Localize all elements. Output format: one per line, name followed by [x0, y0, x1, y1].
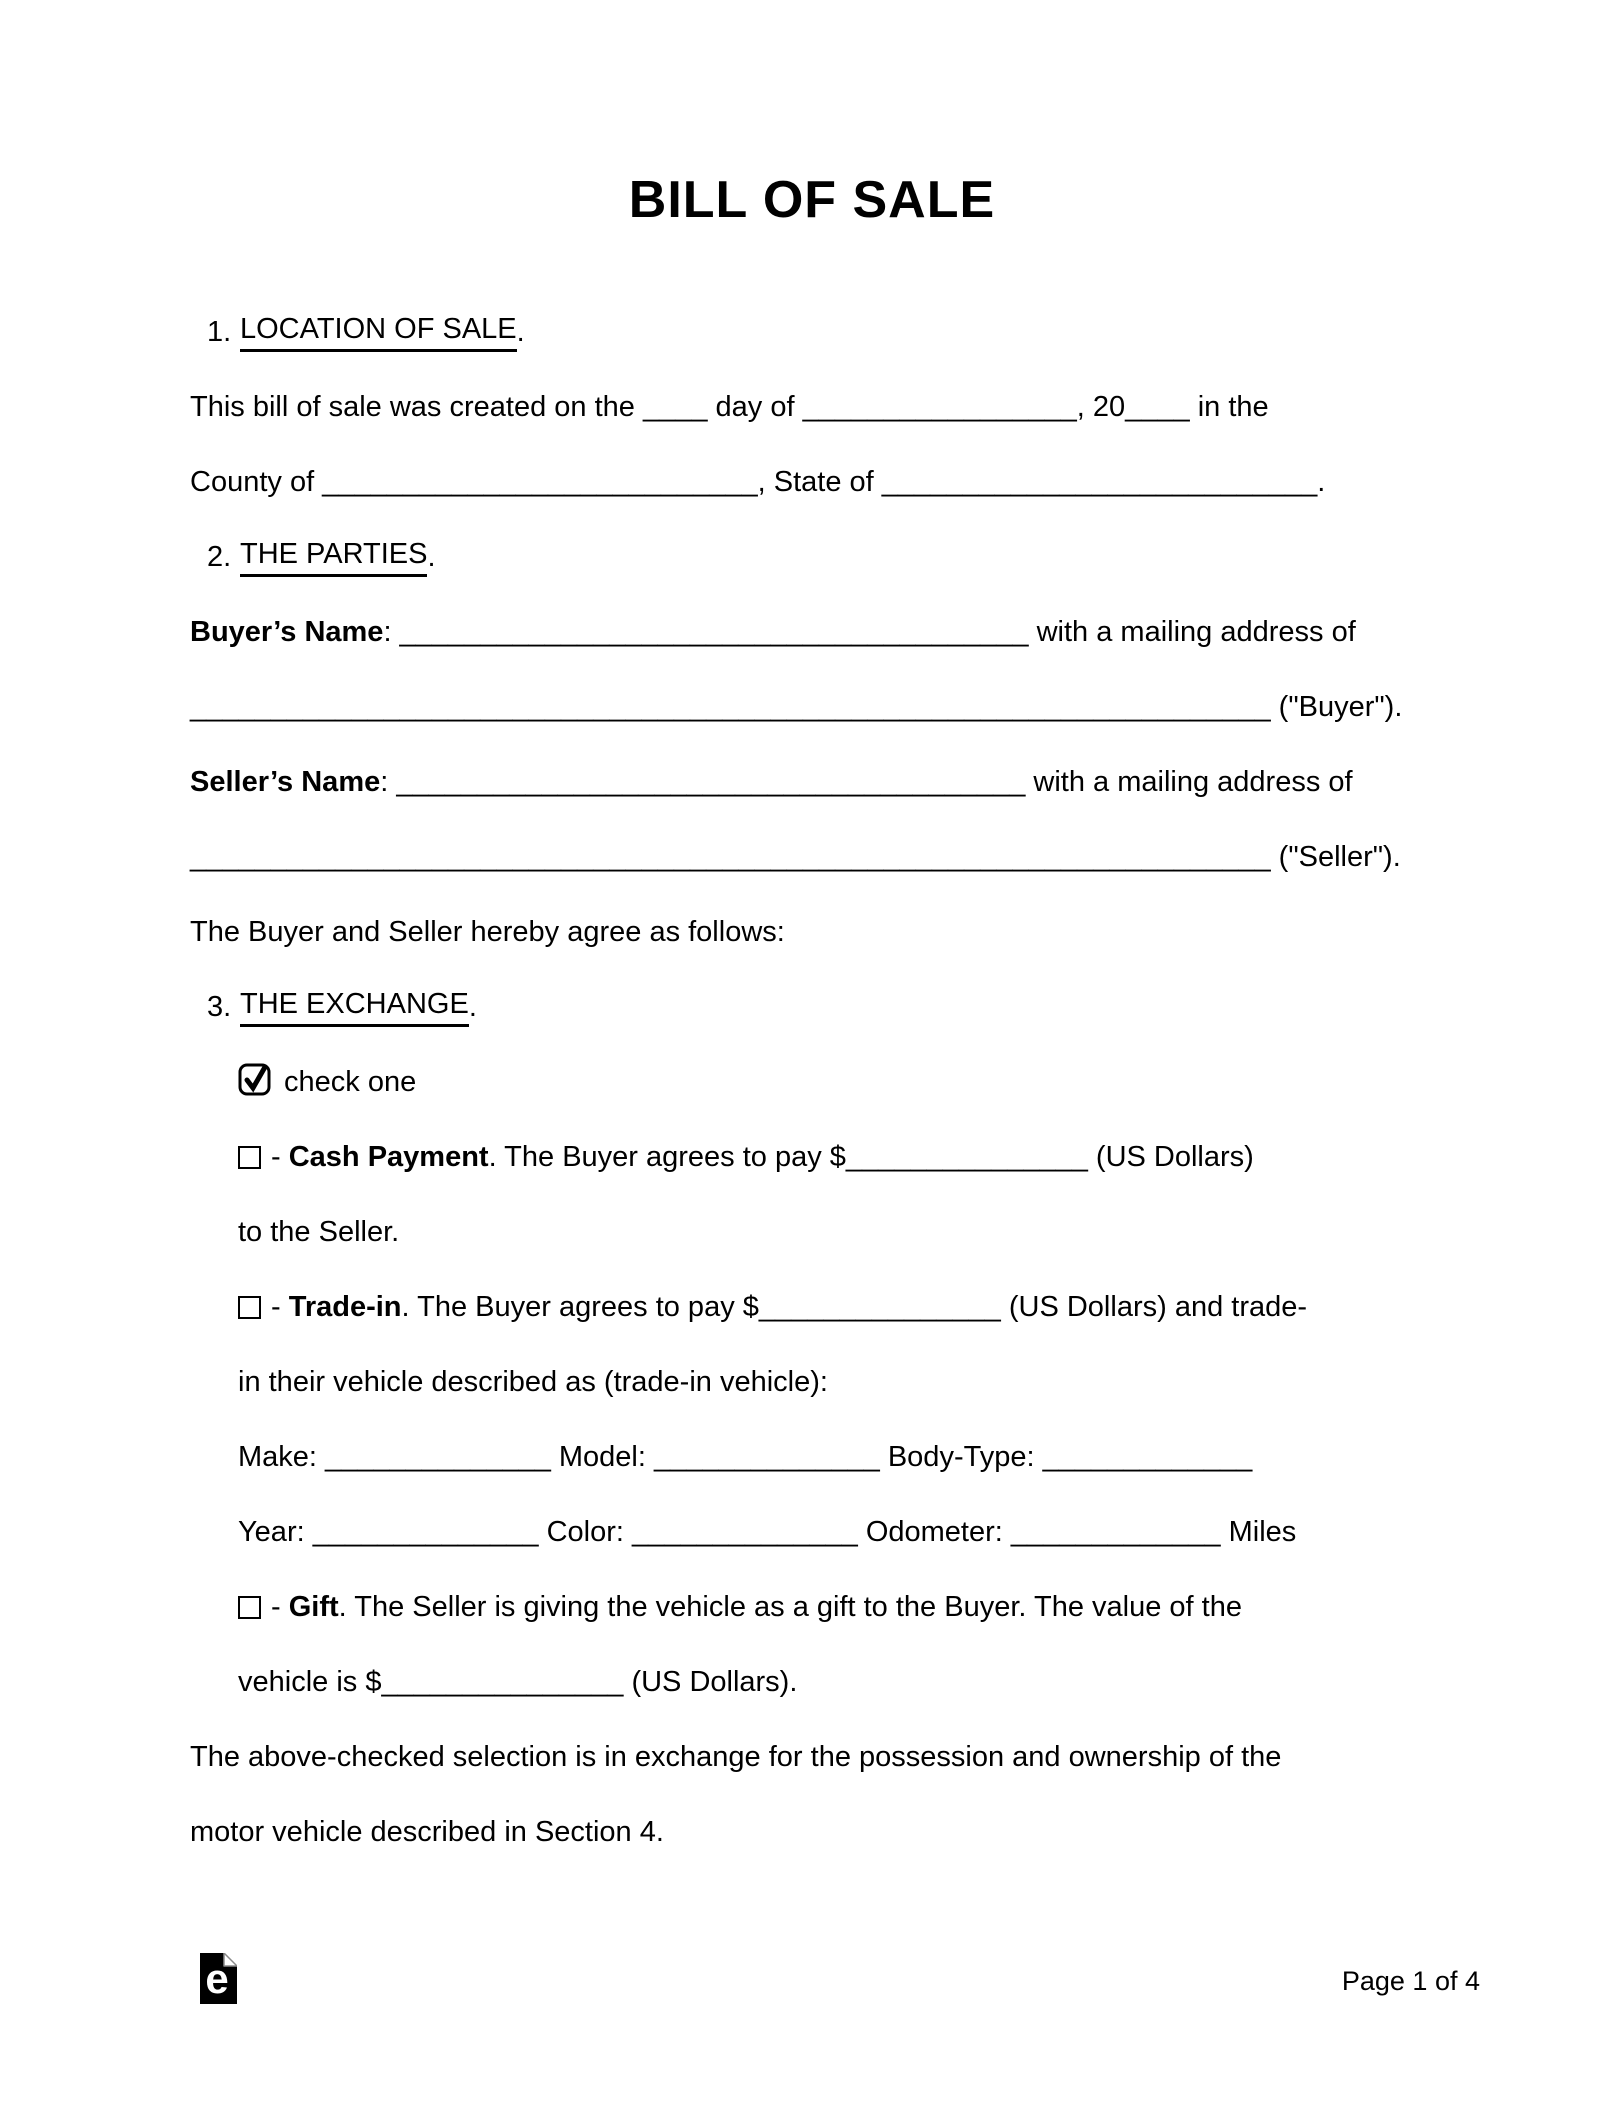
- document-lines: [0, 295, 1624, 1870]
- text-run: ___________________________________________________________________ ("Buyer").: [190, 691, 1403, 723]
- section-1-heading: [0, 295, 1624, 370]
- section-heading-label: THE PARTIES: [240, 538, 427, 577]
- empty-checkbox-icon[interactable]: [238, 1596, 261, 1619]
- empty-checkbox-icon[interactable]: [238, 1146, 261, 1169]
- line-seller-address: [0, 820, 1624, 895]
- bold-label: Seller’s Name: [190, 766, 381, 798]
- text-run: -: [271, 1591, 289, 1623]
- line-vehicle-year-color: [0, 1495, 1624, 1570]
- check-one-legend: [0, 1045, 1624, 1120]
- empty-checkbox-icon[interactable]: [238, 1296, 261, 1319]
- option-trade-in: [0, 1270, 1624, 1345]
- page-title: BILL OF SALE: [628, 171, 996, 229]
- line-sale-date: [0, 370, 1624, 445]
- text-run: vehicle is $_______________ (US Dollars).: [238, 1666, 798, 1698]
- line-trade-in-continuation: [0, 1345, 1624, 1420]
- text-run: County of ___________________________, State of ___________________________.: [190, 466, 1326, 498]
- text-run: : _______________________________________ with a mailing address of: [380, 766, 1353, 798]
- line-exchange-summary-1: [0, 1720, 1624, 1795]
- bold-label: Trade-in: [288, 1291, 402, 1323]
- text-run: ___________________________________________________________________ ("Seller").: [190, 841, 1401, 873]
- eforms-document-logo-icon: [200, 1953, 237, 2004]
- line-vehicle-make-model: [0, 1420, 1624, 1495]
- text-run: The Buyer and Seller hereby agree as follows:: [190, 916, 785, 948]
- section-2-heading: [0, 520, 1624, 595]
- section-number: 3.: [207, 991, 232, 1023]
- text-run: .: [516, 316, 525, 348]
- line-buyer-name: [0, 595, 1624, 670]
- line-agreement-intro: [0, 895, 1624, 970]
- option-cash-payment: [0, 1120, 1624, 1195]
- text-run: Year: ______________ Color: ______________ Odometer: _____________ Miles: [238, 1516, 1297, 1548]
- logo-letter: e: [205, 1955, 229, 2002]
- text-run: check one: [284, 1066, 417, 1098]
- line-gift-continuation: [0, 1645, 1624, 1720]
- section-number: 1.: [207, 316, 232, 348]
- text-run: Make: ______________ Model: ______________ Body-Type: _____________: [238, 1441, 1253, 1473]
- bold-label: Buyer’s Name: [190, 616, 384, 648]
- text-run: in their vehicle described as (trade-in vehicle):: [238, 1366, 828, 1398]
- section-3-heading: [0, 970, 1624, 1045]
- section-heading-label: THE EXCHANGE: [240, 988, 469, 1027]
- line-exchange-summary-2: [0, 1795, 1624, 1870]
- text-run: -: [271, 1141, 289, 1173]
- text-run: This bill of sale was created on the ____ day of _________________, 20____ in the: [190, 391, 1269, 423]
- checked-checkbox-icon: [238, 1062, 272, 1104]
- line-county-state: [0, 445, 1624, 520]
- text-run: motor vehicle described in Section 4.: [190, 1816, 664, 1848]
- option-gift: [0, 1570, 1624, 1645]
- line-seller-name: [0, 745, 1624, 820]
- text-run: . The Buyer agrees to pay $_______________ (US Dollars) and trade-: [401, 1291, 1308, 1323]
- text-run: The above-checked selection is in exchange for the possession and ownership of the: [190, 1741, 1282, 1773]
- text-run: : _______________________________________ with a mailing address of: [383, 616, 1356, 648]
- text-run: to the Seller.: [238, 1216, 400, 1248]
- text-run: .: [427, 541, 436, 573]
- text-run: .: [468, 991, 477, 1023]
- line-cash-continuation: [0, 1195, 1624, 1270]
- page-number-label: Page 1 of 4: [1341, 1966, 1480, 1996]
- text-run: . The Seller is giving the vehicle as a gift to the Buyer. The value of the: [338, 1591, 1242, 1623]
- section-heading-label: LOCATION OF SALE: [240, 313, 517, 352]
- section-number: 2.: [207, 541, 232, 573]
- line-buyer-address: [0, 670, 1624, 745]
- bold-label: Cash Payment: [288, 1141, 489, 1173]
- bold-label: Gift: [288, 1591, 339, 1623]
- text-run: -: [271, 1291, 289, 1323]
- text-run: . The Buyer agrees to pay $_______________ (US Dollars): [488, 1141, 1254, 1173]
